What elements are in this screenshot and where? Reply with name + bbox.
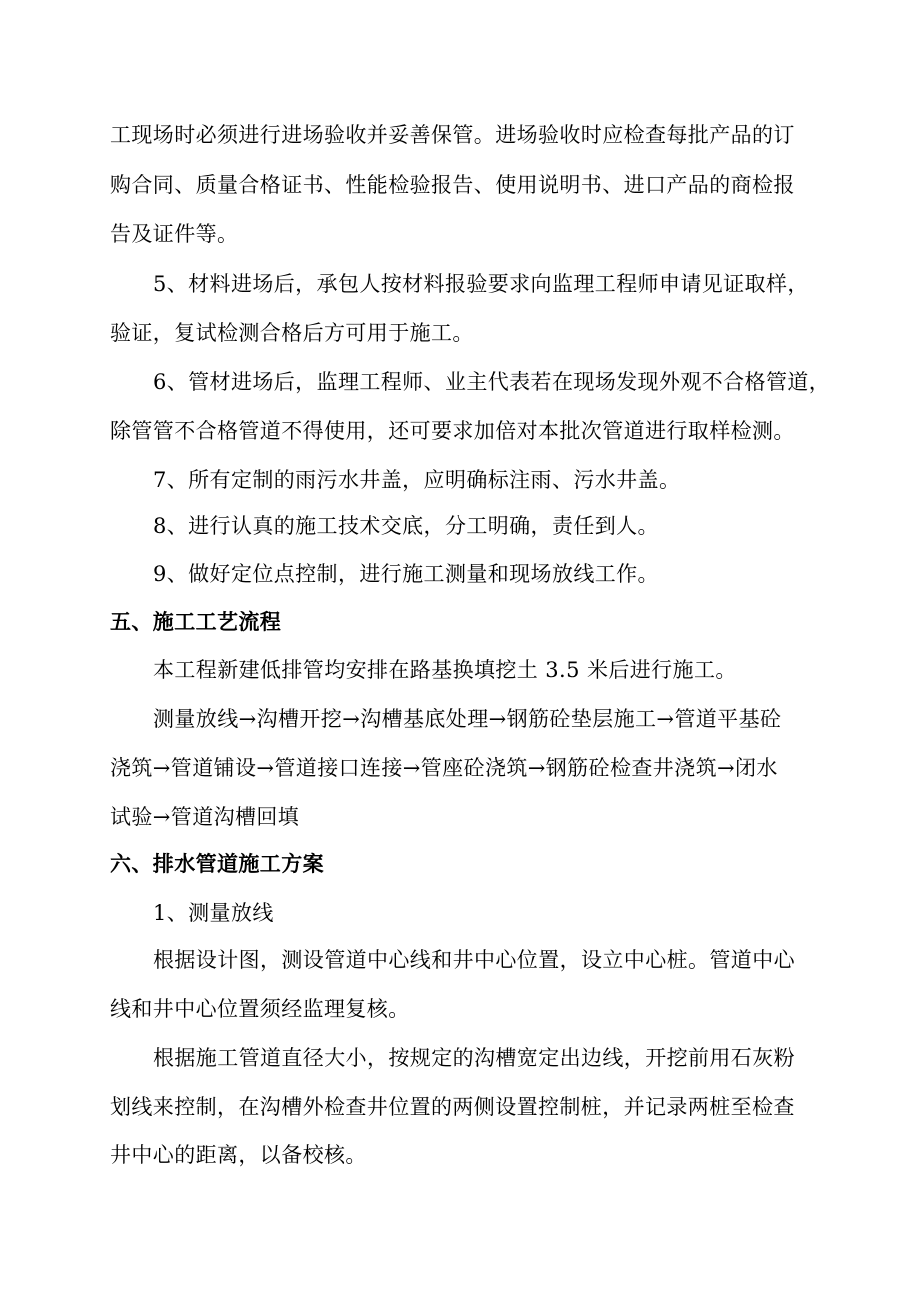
- process-flow-line: 测量放线→沟槽开挖→沟槽基底处理→钢筋砼垫层施工→管道平基砼: [153, 707, 782, 731]
- paragraph-line: 划线来控制，在沟槽外检查井位置的两侧设置控制桩，并记录两桩至检查: [110, 1095, 795, 1119]
- paragraph-line: 根据设计图，测设管道中心线和井中心位置，设立中心桩。管道中心: [153, 948, 795, 972]
- list-item-6: 6、管材进场后，监理工程师、业主代表若在现场发现外观不合格管道，: [153, 370, 831, 394]
- paragraph-line: 工现场时必须进行进场验收并妥善保管。进场验收时应检查每批产品的订: [110, 123, 795, 147]
- list-item-5: 5、材料进场后，承包人按材料报验要求向监理工程师申请见证取样，: [153, 272, 809, 296]
- paragraph-line: 线和井中心位置须经监理复核。: [110, 997, 410, 1021]
- paragraph-line: 告及证件等。: [110, 222, 239, 246]
- process-flow-line: 试验→管道沟槽回填: [110, 805, 300, 829]
- paragraph-line: 验证，复试检测合格后方可用于施工。: [110, 321, 474, 345]
- paragraph-line: 井中心的距离，以备校核。: [110, 1143, 367, 1167]
- process-flow-line: 浇筑→管道铺设→管道接口连接→管座砼浇筑→钢筋砼检查井浇筑→闭水: [110, 756, 778, 780]
- paragraph-line: 根据施工管道直径大小，按规定的沟槽宽定出边线，开挖前用石灰粉: [153, 1046, 795, 1070]
- list-item-9: 9、做好定位点控制，进行施工测量和现场放线工作。: [153, 562, 659, 586]
- subsection-heading: 1、测量放线: [153, 901, 274, 925]
- list-item-8: 8、进行认真的施工技术交底，分工明确，责任到人。: [153, 514, 659, 538]
- section-heading-5: 五、施工工艺流程: [110, 609, 282, 634]
- paragraph-line: 除管管不合格管道不得使用，还可要求加倍对本批次管道进行取样检测。: [110, 419, 795, 443]
- list-item-7: 7、所有定制的雨污水井盖，应明确标注雨、污水井盖。: [153, 468, 681, 492]
- paragraph-line: 本工程新建低排管均安排在路基换填挖土 3.5 米后进行施工。: [153, 658, 737, 682]
- section-heading-6: 六、排水管道施工方案: [110, 851, 324, 876]
- paragraph-line: 购合同、质量合格证书、性能检验报告、使用说明书、进口产品的商检报: [110, 173, 795, 197]
